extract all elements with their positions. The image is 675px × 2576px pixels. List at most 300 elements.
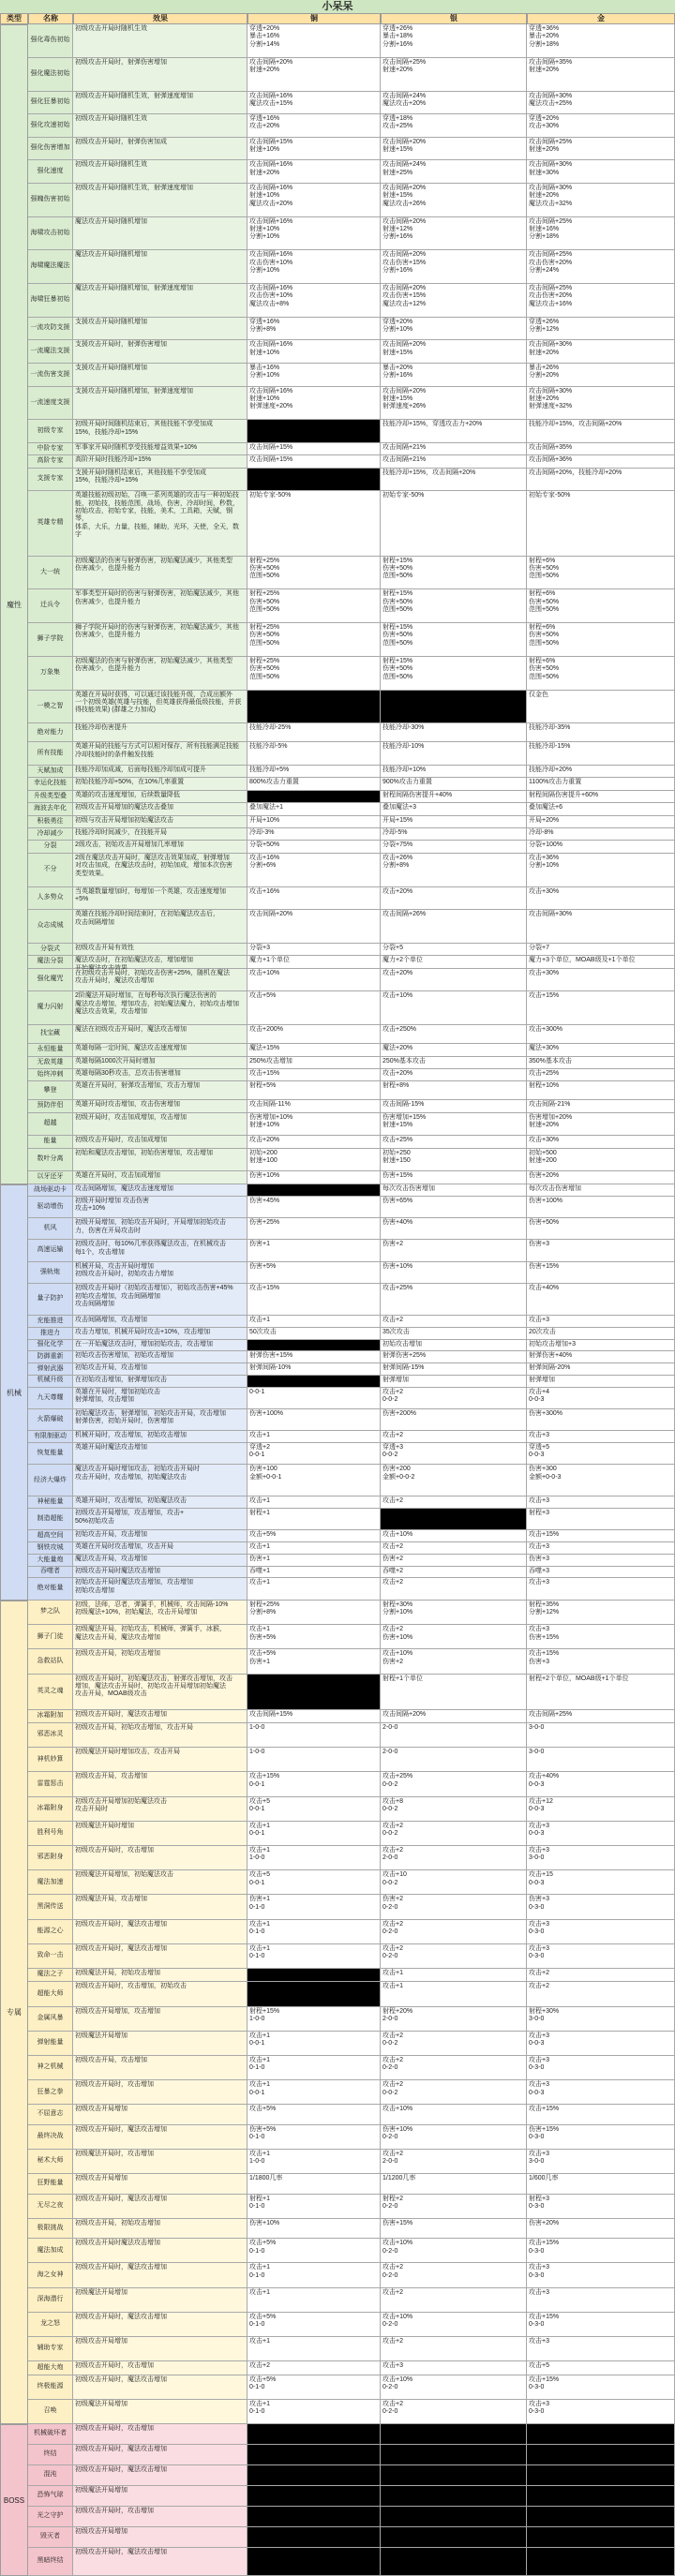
tier-gold-cell xyxy=(527,217,675,250)
row-effect xyxy=(73,1025,248,1043)
effect-line: 英雄开局的技能与方式可以相对保存，所有技能满足技能 xyxy=(75,743,239,751)
section-rows xyxy=(28,24,675,1184)
table-row xyxy=(28,1675,675,1710)
tier-value: 吞噬+3 xyxy=(529,1567,549,1574)
tier-value: 攻击+3 xyxy=(529,1847,549,1854)
effect-line: 初级攻击开局时，攻击加成增加 xyxy=(75,1137,167,1144)
row-name: 魔法分裂 xyxy=(28,956,73,967)
tier-value: 攻击间隔+25% xyxy=(529,138,573,145)
row-name: 攀登 xyxy=(28,1081,73,1099)
row-name: 推进力 xyxy=(28,1328,73,1339)
row-name: 弹射武器 xyxy=(28,1363,73,1375)
tier-value: 攻击+20% xyxy=(382,1069,413,1077)
tier-bronze-cell xyxy=(248,969,381,991)
tier-gold-cell xyxy=(527,1340,675,1351)
tier-bronze-cell xyxy=(248,1136,381,1147)
tier-gold-cell xyxy=(527,2195,675,2218)
tier-value: 0-0-1 xyxy=(249,1388,265,1395)
row-name: 英雄专精 xyxy=(28,491,73,555)
header-gold: 金 xyxy=(527,13,675,24)
row-effect xyxy=(73,92,248,114)
tier-value: 攻击+15% xyxy=(529,2313,560,2320)
effect-line: 攻击开局，MOAB级攻击 xyxy=(75,1690,147,1698)
row-name: 魔法之子 xyxy=(28,1969,73,1981)
tier-value: 开局+15% xyxy=(382,816,413,824)
tier-value: 攻击+15% xyxy=(249,1069,280,1077)
tier-bronze-cell xyxy=(248,1465,381,1496)
tier-bronze-cell xyxy=(248,217,381,250)
tier-value: 攻击+1 xyxy=(249,1822,270,1829)
tier-value: 伤害+100 xyxy=(249,1466,278,1473)
tier-value: 攻击+3 xyxy=(529,1432,549,1439)
tier-gold-cell xyxy=(527,250,675,283)
tier-gold-cell xyxy=(527,2486,675,2506)
table-row xyxy=(28,2424,675,2445)
row-name: 积极勇往 xyxy=(28,816,73,827)
tier-value: 攻击+20% xyxy=(249,1137,280,1144)
row-effect xyxy=(73,2195,248,2218)
effect-line: 初级攻击开局增加，攻击增加，攻击+ xyxy=(75,1510,185,1517)
tier-silver-cell xyxy=(381,1675,527,1709)
row-name: 魔法加成 xyxy=(28,2239,73,2262)
tier-value: 射速+10% xyxy=(249,192,280,200)
tier-value: 攻击+1 xyxy=(249,1432,270,1439)
table-row xyxy=(28,910,675,944)
tier-value: 攻击+5% xyxy=(249,992,277,1000)
effect-line: 初级攻击开局时魔法攻击增加 xyxy=(75,1567,160,1574)
tier-value: 伤害+10% xyxy=(382,1633,413,1641)
tier-gold-cell xyxy=(527,1555,675,1566)
tier-silver-cell xyxy=(381,1431,527,1442)
tier-value: 250%基本攻击 xyxy=(382,1057,426,1065)
tier-value: 伤害+50% xyxy=(249,632,280,639)
row-effect xyxy=(73,2032,248,2055)
tier-silver-cell xyxy=(381,1409,527,1430)
tier-value: 攻击+1 xyxy=(249,1497,270,1505)
tier-silver-cell xyxy=(381,1262,527,1283)
tier-gold-cell xyxy=(527,1797,675,1821)
row-name: 一流速度支援 xyxy=(28,387,73,420)
tier-silver-cell xyxy=(381,420,527,442)
row-name: 海啸攻击初始 xyxy=(28,217,73,250)
tier-value: 暴击+18% xyxy=(382,33,413,40)
tier-bronze-cell xyxy=(248,1870,381,1894)
tier-silver-cell xyxy=(381,2195,527,2218)
tier-value: 攻击+5% xyxy=(249,2313,277,2320)
tier-value: 技能冷却-5% xyxy=(249,743,288,751)
row-effect xyxy=(73,1969,248,1981)
row-name: 强化毒伤初始 xyxy=(28,24,73,57)
tier-value: 伤害+45% xyxy=(249,1197,280,1204)
tier-value: 范围+50% xyxy=(382,573,413,580)
tier-value: 冷却-5% xyxy=(382,829,408,836)
tier-bronze-cell xyxy=(248,1982,381,2005)
tier-value: 攻击间隔+30% xyxy=(529,184,573,191)
row-name: 机风 xyxy=(28,1218,73,1239)
row-effect xyxy=(73,1772,248,1795)
tier-value: 范围+50% xyxy=(382,639,413,647)
tier-bronze-cell xyxy=(248,1969,381,1981)
tier-value: 伤害增加+15% xyxy=(382,1113,427,1121)
tier-value: 3-0-0 xyxy=(529,1749,545,1756)
tier-value: 伤害+10% xyxy=(382,2125,413,2133)
tier-value: 攻击间隔+36% xyxy=(529,456,573,464)
effect-line: 英雄每隔30秒攻击，总攻击伤害增加 xyxy=(75,1069,181,1077)
tier-gold-cell xyxy=(527,1113,675,1136)
row-effect xyxy=(73,816,248,827)
effect-line: 技能冷却伤害提升 xyxy=(75,724,128,732)
tier-value: 分割+10% xyxy=(249,233,280,241)
tier-gold-cell xyxy=(527,1044,675,1055)
row-name: 终极能源 xyxy=(28,2375,73,2399)
table-row xyxy=(28,2445,675,2465)
tier-value: 0-2-0 xyxy=(382,2134,398,2141)
row-effect xyxy=(73,491,248,555)
tier-value: 0-2-0 xyxy=(382,2383,398,2390)
tier-value: 范围+50% xyxy=(249,606,280,614)
table-row xyxy=(28,443,675,455)
tier-value: 初始+250 xyxy=(382,1149,411,1156)
header-type: 类型 xyxy=(0,13,28,24)
tier-gold-cell xyxy=(527,340,675,363)
tier-value: 分割+10% xyxy=(382,326,413,334)
tier-silver-cell xyxy=(381,2465,527,2485)
tier-silver-cell xyxy=(381,2219,527,2238)
table-row xyxy=(28,2150,675,2174)
tier-value: 技能冷却+20% xyxy=(529,766,573,773)
tier-bronze-cell xyxy=(248,1542,381,1554)
tier-silver-cell xyxy=(381,557,527,589)
effect-line: 初级攻击开局，初始攻击增加，攻击开局 xyxy=(75,1724,193,1731)
tier-value: 射程+25% xyxy=(249,1601,280,1608)
tier-silver-cell xyxy=(381,1542,527,1554)
table-row xyxy=(28,2174,675,2194)
row-name: 海啸狂暴初始 xyxy=(28,284,73,317)
table-row xyxy=(28,2527,675,2548)
table-row xyxy=(28,1069,675,1081)
tier-bronze-cell xyxy=(248,557,381,589)
table-row xyxy=(28,1136,675,1148)
tier-value: 攻击间隔+21% xyxy=(382,443,427,451)
row-effect xyxy=(73,138,248,160)
tier-value: 攻击+2 xyxy=(382,1543,403,1551)
table-row xyxy=(28,58,675,92)
effect-line: 初级攻击开局时，初始攻击力增加 xyxy=(75,1271,173,1278)
row-name: 大能量炮 xyxy=(28,1555,73,1566)
row-effect xyxy=(73,1218,248,1239)
tier-value: 攻击间隔+16% xyxy=(249,387,293,395)
tier-value: 攻击伤害+20% xyxy=(529,292,573,300)
row-name: 支援专家 xyxy=(28,469,73,491)
table-row xyxy=(28,1100,675,1112)
row-effect xyxy=(73,2548,248,2575)
tier-value: 魔法攻击+16% xyxy=(529,300,573,307)
tier-value: 射速+10% xyxy=(249,225,280,232)
table-row xyxy=(28,1284,675,1316)
row-effect xyxy=(73,1197,248,1217)
table-row xyxy=(28,1567,675,1579)
tier-silver-cell xyxy=(381,2032,527,2055)
row-effect xyxy=(73,114,248,137)
tier-silver-cell xyxy=(381,2486,527,2506)
tier-gold-cell xyxy=(527,1496,675,1508)
tier-value: 0-0-3 xyxy=(529,1780,545,1788)
effect-line: 冷却技能时的条件触发技能 xyxy=(75,751,154,758)
row-effect xyxy=(73,217,248,250)
tier-bronze-cell xyxy=(248,2527,381,2547)
row-name: 海啸魔法魔法 xyxy=(28,250,73,283)
tier-value: 射程+15% xyxy=(382,557,413,564)
tier-value: 射程+15% xyxy=(249,2007,280,2015)
row-name: 众志成城 xyxy=(28,910,73,943)
tier-value: 攻击+1 xyxy=(249,2288,270,2296)
tier-gold-cell xyxy=(527,1443,675,1464)
table-row xyxy=(28,318,675,341)
tier-value: 攻击+2 xyxy=(382,2264,403,2271)
effect-line: 初始攻击开局，攻击增加 xyxy=(75,1531,147,1539)
tier-value: 射速+20% xyxy=(382,67,413,74)
tier-value: 分割+8% xyxy=(249,1609,277,1616)
tier-silver-cell xyxy=(381,887,527,910)
tier-silver-cell xyxy=(381,2527,527,2547)
row-effect xyxy=(73,1710,248,1722)
tier-value: 攻击+5 xyxy=(529,2362,549,2370)
tier-value: 攻击+1 xyxy=(249,1317,270,1324)
tier-value: 攻击+1 xyxy=(249,2150,270,2157)
tier-value: 攻击+2 xyxy=(382,1432,403,1439)
tier-value: 射程+15% xyxy=(382,624,413,632)
tier-value: 分割+16% xyxy=(382,40,413,48)
tier-silver-cell xyxy=(381,1136,527,1147)
tier-gold-cell xyxy=(527,1920,675,1943)
table-row xyxy=(28,1710,675,1723)
tier-value: 魔力+2个单位 xyxy=(382,957,423,964)
tier-value: 分割+10% xyxy=(249,372,280,380)
tier-bronze-cell xyxy=(248,1113,381,1136)
tier-silver-cell xyxy=(381,469,527,491)
table-row xyxy=(28,340,675,364)
tier-bronze-cell xyxy=(248,1184,381,1196)
row-name: 人多势众 xyxy=(28,887,73,910)
tier-value: 攻击+3 xyxy=(529,2056,549,2063)
row-name: 始终冲刺 xyxy=(28,1069,73,1080)
tier-gold-cell xyxy=(527,1601,675,1624)
tier-silver-cell xyxy=(381,2125,527,2149)
tier-value: 攻击+1 xyxy=(249,1920,270,1928)
tier-value: 0-0-3 xyxy=(529,1879,545,1886)
tier-bronze-cell xyxy=(248,766,381,777)
tier-value: 0-1-0 xyxy=(249,1953,265,1960)
row-effect xyxy=(73,1351,248,1362)
tier-value: 伤害+50% xyxy=(529,598,560,605)
tier-value: 攻击间隔+16% xyxy=(249,92,293,99)
tier-gold-cell xyxy=(527,2375,675,2399)
effect-line: 2级攻击，初始攻击开局增加几率增加 xyxy=(75,841,184,849)
row-effect xyxy=(73,1895,248,1918)
effect-line: 初级攻击开局时，魔法攻击增加 xyxy=(75,2125,167,2133)
tier-value: 攻击间隔+20% xyxy=(382,251,427,259)
tier-silver-cell xyxy=(381,1969,527,1981)
tier-bronze-cell xyxy=(248,2174,381,2193)
tier-value: 射速+20% xyxy=(529,1122,560,1129)
effect-line: 支援攻击开局时随机增加 xyxy=(75,318,147,325)
section-rows xyxy=(28,1601,675,2424)
row-name: 秘术大师 xyxy=(28,2150,73,2173)
tier-value: 0-1-0 xyxy=(249,2408,265,2416)
row-name: 经济大爆炸 xyxy=(28,1465,73,1496)
row-effect xyxy=(73,828,248,840)
tier-value: 1-0-0 xyxy=(249,1749,265,1756)
row-name: 一流攻防支援 xyxy=(28,318,73,340)
row-name: 高速运输 xyxy=(28,1240,73,1260)
row-name: 一模之智 xyxy=(28,691,73,723)
tier-value: 20次攻击 xyxy=(529,1328,556,1335)
tier-value: 攻击+10% xyxy=(382,992,413,1000)
tier-value: 魔力+1个单位 xyxy=(249,957,290,964)
row-effect xyxy=(73,2007,248,2031)
tier-value: 射速+20% xyxy=(529,67,560,74)
tier-value: 攻击+10% xyxy=(382,2313,413,2320)
tier-value: 射速+10% xyxy=(249,349,280,356)
tier-value: 攻击间隔+21% xyxy=(382,456,427,464)
row-name: 光之守护 xyxy=(28,2507,73,2526)
tier-value: 技能冷却-10% xyxy=(382,743,425,751)
effect-line: 初级魔法开局时，攻击增加 xyxy=(75,2150,154,2157)
tier-gold-cell xyxy=(527,691,675,723)
table-row xyxy=(28,1376,675,1388)
tier-value: 伤害+15% xyxy=(529,2125,560,2133)
table-row xyxy=(28,1542,675,1555)
effect-line: 初级攻击开局增加初始魔法攻击 xyxy=(75,1797,167,1805)
tier-value: 0-2-0 xyxy=(382,2064,398,2072)
effect-line: 魔法攻击开局时随机增加 xyxy=(75,217,147,225)
row-effect xyxy=(73,1081,248,1099)
tier-value: 攻击间隔+20% xyxy=(382,1710,427,1718)
table-row xyxy=(28,778,675,790)
tier-value: 攻击+10% xyxy=(382,2106,413,2113)
effect-line: 魔法攻击开局，攻击增加 xyxy=(75,1555,147,1562)
row-name: 能量 xyxy=(28,1136,73,1147)
tier-silver-cell xyxy=(381,1578,527,1599)
row-effect xyxy=(73,2445,248,2464)
row-name: 神秘能量 xyxy=(28,1496,73,1508)
tier-value: 伤害+15% xyxy=(382,2219,413,2226)
row-effect xyxy=(73,2125,248,2149)
tier-value: 攻击+25% xyxy=(382,1137,413,1144)
tier-silver-cell xyxy=(381,1363,527,1375)
tier-bronze-cell xyxy=(248,944,381,955)
effect-line: 初始和魔法攻击增加，初始伤害增加，攻击增加 xyxy=(75,1149,213,1156)
tier-gold-cell xyxy=(527,92,675,114)
tier-value: 分割+18% xyxy=(529,233,560,241)
row-name: 极限挑战 xyxy=(28,2219,73,2238)
row-effect xyxy=(73,1530,248,1541)
effect-line: 机械开局，攻击开局时增加 xyxy=(75,1262,154,1270)
tier-value: 35次攻击 xyxy=(382,1328,410,1335)
tier-value: 攻击+2 xyxy=(382,1388,403,1395)
effect-line: 机械开局时，攻击增加，初始攻击增加 xyxy=(75,1432,187,1439)
tier-value: 攻击+3 xyxy=(529,2400,549,2407)
table-row xyxy=(28,1625,675,1649)
tier-value: 0-0-1 xyxy=(249,1830,265,1838)
tier-bronze-cell xyxy=(248,1149,381,1171)
row-name: 强化魔法初始 xyxy=(28,58,73,91)
effect-line: 英雄开局时攻击增加，攻击伤害增加 xyxy=(75,1101,180,1109)
tier-bronze-cell xyxy=(248,1625,381,1648)
tier-silver-cell xyxy=(381,1284,527,1315)
table-row xyxy=(28,828,675,841)
tier-value: 0-0-3 xyxy=(529,2089,545,2096)
tier-value: 攻击+16% xyxy=(249,854,280,861)
tier-value: 攻击+30% xyxy=(529,123,560,130)
tier-value: 攻击+2 xyxy=(382,2056,403,2063)
row-effect xyxy=(73,1920,248,1943)
tier-bronze-cell xyxy=(248,114,381,137)
effect-line: 初级攻击开局时魔法攻击增加 xyxy=(75,2240,160,2247)
tier-value: 攻击+15% xyxy=(529,2106,560,2113)
tier-bronze-cell xyxy=(248,1601,381,1624)
effect-line: 攻击开局时，魔法攻击增加 xyxy=(75,977,154,985)
tier-value: 穿透+16% xyxy=(249,318,280,325)
tier-gold-cell xyxy=(527,2424,675,2444)
tier-value: 攻击+2 xyxy=(382,1822,403,1829)
table-row xyxy=(28,1044,675,1056)
tier-value: 范围+50% xyxy=(382,606,413,614)
row-name: 强轨炮 xyxy=(28,1262,73,1283)
tier-value: 伤害+3 xyxy=(529,1896,549,1903)
tier-gold-cell xyxy=(527,791,675,802)
row-name: 强化魔咒 xyxy=(28,969,73,991)
row-name: 驱动增伤 xyxy=(28,1197,73,1217)
tier-gold-cell xyxy=(527,1100,675,1111)
tier-value: 0-3-0 xyxy=(529,2134,545,2141)
row-name: 不分 xyxy=(28,854,73,886)
table-row xyxy=(28,1240,675,1261)
effect-line: 初级攻击开局时，射弹伤害增加 xyxy=(75,58,167,66)
row-effect xyxy=(73,2150,248,2173)
table-row xyxy=(28,2239,675,2263)
tier-value: 3-0-0 xyxy=(529,2158,545,2166)
tier-value: 攻击+15% xyxy=(529,2375,560,2383)
table-row xyxy=(28,691,675,724)
tier-value: 攻击+3 xyxy=(529,1626,549,1633)
tier-silver-cell xyxy=(381,1388,527,1408)
tier-value: 射弹伤害+40% xyxy=(529,1352,573,1360)
table-row xyxy=(28,160,675,184)
table-row xyxy=(28,92,675,115)
row-effect xyxy=(73,1069,248,1080)
tier-gold-cell xyxy=(527,2465,675,2485)
tier-value: 攻击+25% xyxy=(382,1285,413,1292)
tier-value: 分割+20% xyxy=(529,372,560,380)
effect-line: 初级攻击开局有效性 xyxy=(75,944,134,951)
effect-line: 初级魔法开局增加 xyxy=(75,2400,128,2407)
table-row xyxy=(28,956,675,968)
tier-value: 射程+2 xyxy=(382,2195,403,2202)
tier-value: 攻击+1 xyxy=(249,2338,270,2345)
tier-silver-cell xyxy=(381,443,527,454)
table-row xyxy=(28,1723,675,1748)
tier-value: 攻击间隔+26% xyxy=(382,911,427,918)
header-effect: 效果 xyxy=(73,13,248,24)
tier-bronze-cell xyxy=(248,318,381,340)
effect-line: 初级魔法开局增加，初始魔法攻击 xyxy=(75,1871,173,1879)
table-row xyxy=(28,1431,675,1443)
row-effect xyxy=(73,1388,248,1408)
tier-value: 0-2-0 xyxy=(382,2408,398,2416)
effect-line: 魔法攻击增加，增加攻击，初始魔法魔力，初始攻击增加 xyxy=(75,1000,239,1007)
tier-value: 伤害+2 xyxy=(382,1241,403,1248)
